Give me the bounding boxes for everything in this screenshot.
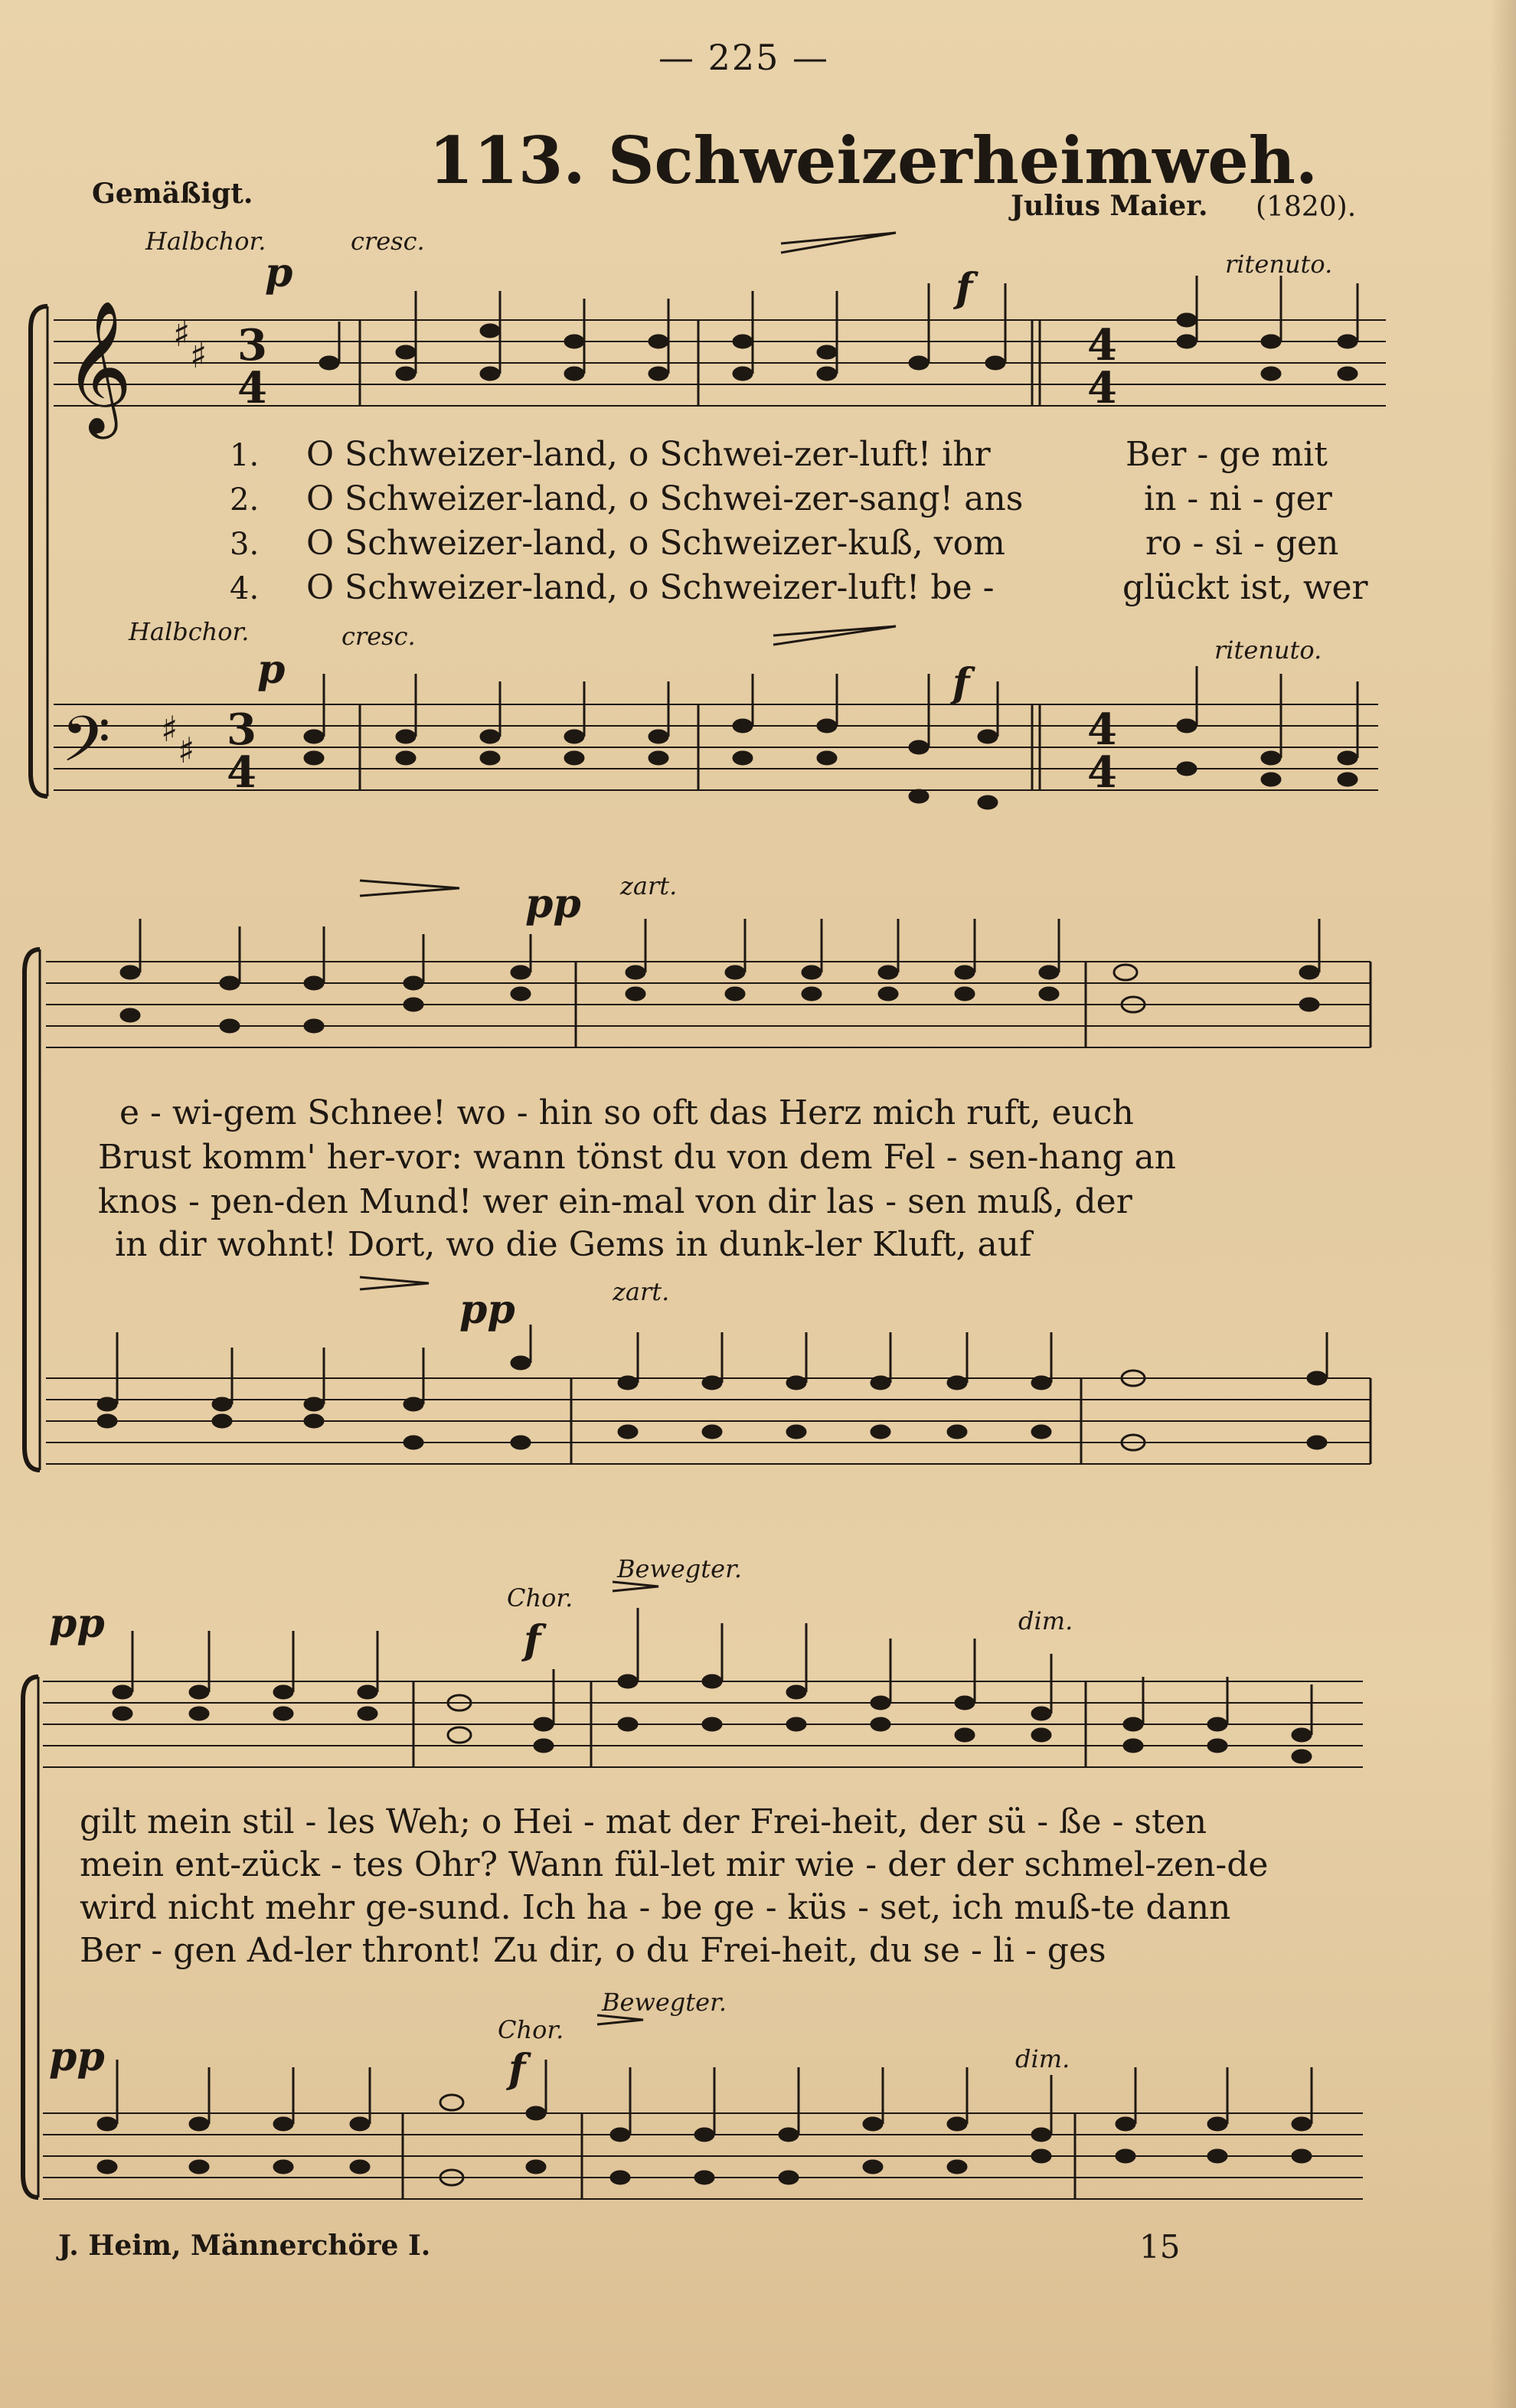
cresc-marking: cresc. [351,227,425,256]
dynamic-f: f [956,265,973,312]
dynamic-f: f [508,2046,526,2093]
notes-treble-3 [113,1608,1312,1763]
sharp-icon: ♯ [173,313,191,355]
composition-year: (1820). [1256,191,1357,223]
bass-clef-icon: 𝄢 [61,702,111,792]
notes-bass-3 [97,2060,1312,2185]
dim-hairpin [360,1277,429,1289]
verse-line: mein ent-zück - tes Ohr? Wann fül-let mir wie - der der schmel-zen-de [80,1845,1269,1884]
page-number: — 225 — [658,37,830,78]
system-brace [25,949,40,1470]
halbchor-marking: Halbchor. [145,227,266,256]
publisher-footer: J. Heim, Männerchöre I. [58,2230,431,2262]
verse-line: gilt mein stil - les Weh; o Hei - mat der Frei-heit, der sü - ße - sten [80,1802,1207,1841]
verse-line: knos - pen-den Mund! wer ein-mal von dir las - sen muß, der [98,1182,1132,1221]
barlines-system-2 [571,962,1371,1464]
verse-number: 4. [230,571,260,606]
verse-number: 2. [230,482,260,518]
dynamic-f: f [952,660,970,707]
dim-hairpin [360,881,459,896]
time-signature-bottom: 4 [227,747,256,798]
bewegter-marking: Bewegter. [617,1554,743,1583]
bewegter-marking: Bewegter. [602,1988,727,2017]
verse-line: Ber - gen Ad-ler thront! Zu dir, o du Frei-heit, du se - li - ges [80,1931,1106,1970]
cresc-marking: cresc. [341,622,416,651]
dynamic-pp: pp [49,1600,105,1647]
dim-marking: dim. [1015,2044,1070,2073]
notes-bass-1 [304,666,1358,809]
time-signature-bottom: 4 [1087,747,1117,798]
cresc-hairpin [773,626,896,645]
staff-bass-3 [43,2113,1363,2199]
barlines-system-1 [360,320,1040,790]
system-brace [31,306,47,796]
dynamic-p: p [257,646,286,693]
notes-bass-2 [97,1325,1327,1450]
verse-line: O Schweizer-land, o Schweizer-luft! be - [306,568,995,607]
accent-mark [597,2015,643,2024]
time-signature-bottom: 4 [1087,363,1117,413]
verse-line-end: Ber - ge mit [1126,435,1328,474]
composer-name: Julius Maier. [1011,190,1208,222]
verse-line-end: ro - si - gen [1145,524,1339,563]
verse-line: O Schweizer-land, o Schwei-zer-sang! ans [306,479,1024,518]
verse-line: e - wi-gem Schnee! wo - hin so oft das Herz mich ruft, euch [119,1093,1134,1132]
verse-line-end: in - ni - ger [1144,479,1332,518]
treble-clef-icon: 𝄞 [64,300,132,433]
dynamic-pp: pp [49,2034,105,2080]
dynamic-pp: pp [459,1286,515,1333]
verse-line: O Schweizer-land, o Schweizer-kuß, vom [306,524,1005,563]
verse-line: O Schweizer-land, o Schwei-zer-luft! ihr [306,435,991,474]
verse-line: wird nicht mehr ge-sund. Ich ha - be ge - küs - set, ich muß-te dann [80,1888,1231,1927]
verse-line: in dir wohnt! Dort, wo die Gems in dunk-ler Kluft, auf [115,1225,1032,1264]
cresc-hairpin [781,233,896,253]
verse-line: Brust komm' her-vor: wann tönst du von dem Fel - sen-hang an [98,1138,1177,1177]
dynamic-pp: pp [525,881,581,927]
halbchor-marking: Halbchor. [129,617,250,646]
time-signature-bottom: 4 [237,363,267,413]
time-signature-top: 3 [237,320,267,371]
zart-marking: zart. [620,871,678,900]
ritenuto-marking: ritenuto. [1214,635,1322,665]
sheet-number: 15 [1139,2228,1181,2266]
time-signature-top: 4 [1087,704,1117,755]
sharp-icon: ♯ [161,708,178,750]
time-signature-top: 3 [227,704,256,755]
verse-number: 3. [230,527,260,562]
zart-marking: zart. [613,1277,670,1306]
dynamic-p: p [265,250,293,296]
dynamic-f: f [524,1617,541,1664]
dim-marking: dim. [1018,1606,1073,1635]
notes-treble-2 [120,919,1319,1033]
sharp-icon: ♯ [190,335,207,376]
barlines-system-3 [403,1681,1086,2199]
ritenuto-marking: ritenuto. [1225,250,1333,279]
time-signature-top: 4 [1087,320,1117,371]
sharp-icon: ♯ [178,730,195,771]
staff-treble-2 [46,962,1371,1047]
accent-mark [613,1582,658,1591]
song-title: 113. Schweizerheimweh. [429,123,1318,198]
verse-line-end: glückt ist, wer [1122,568,1368,607]
chor-marking: Chor. [498,2015,564,2044]
chor-marking: Chor. [507,1583,573,1612]
tempo-marking: Gemäßigt. [92,178,253,210]
staff-bass-2 [46,1378,1371,1464]
system-brace [23,1677,38,2197]
notes-treble-1 [319,276,1358,381]
verse-number: 1. [230,438,260,473]
